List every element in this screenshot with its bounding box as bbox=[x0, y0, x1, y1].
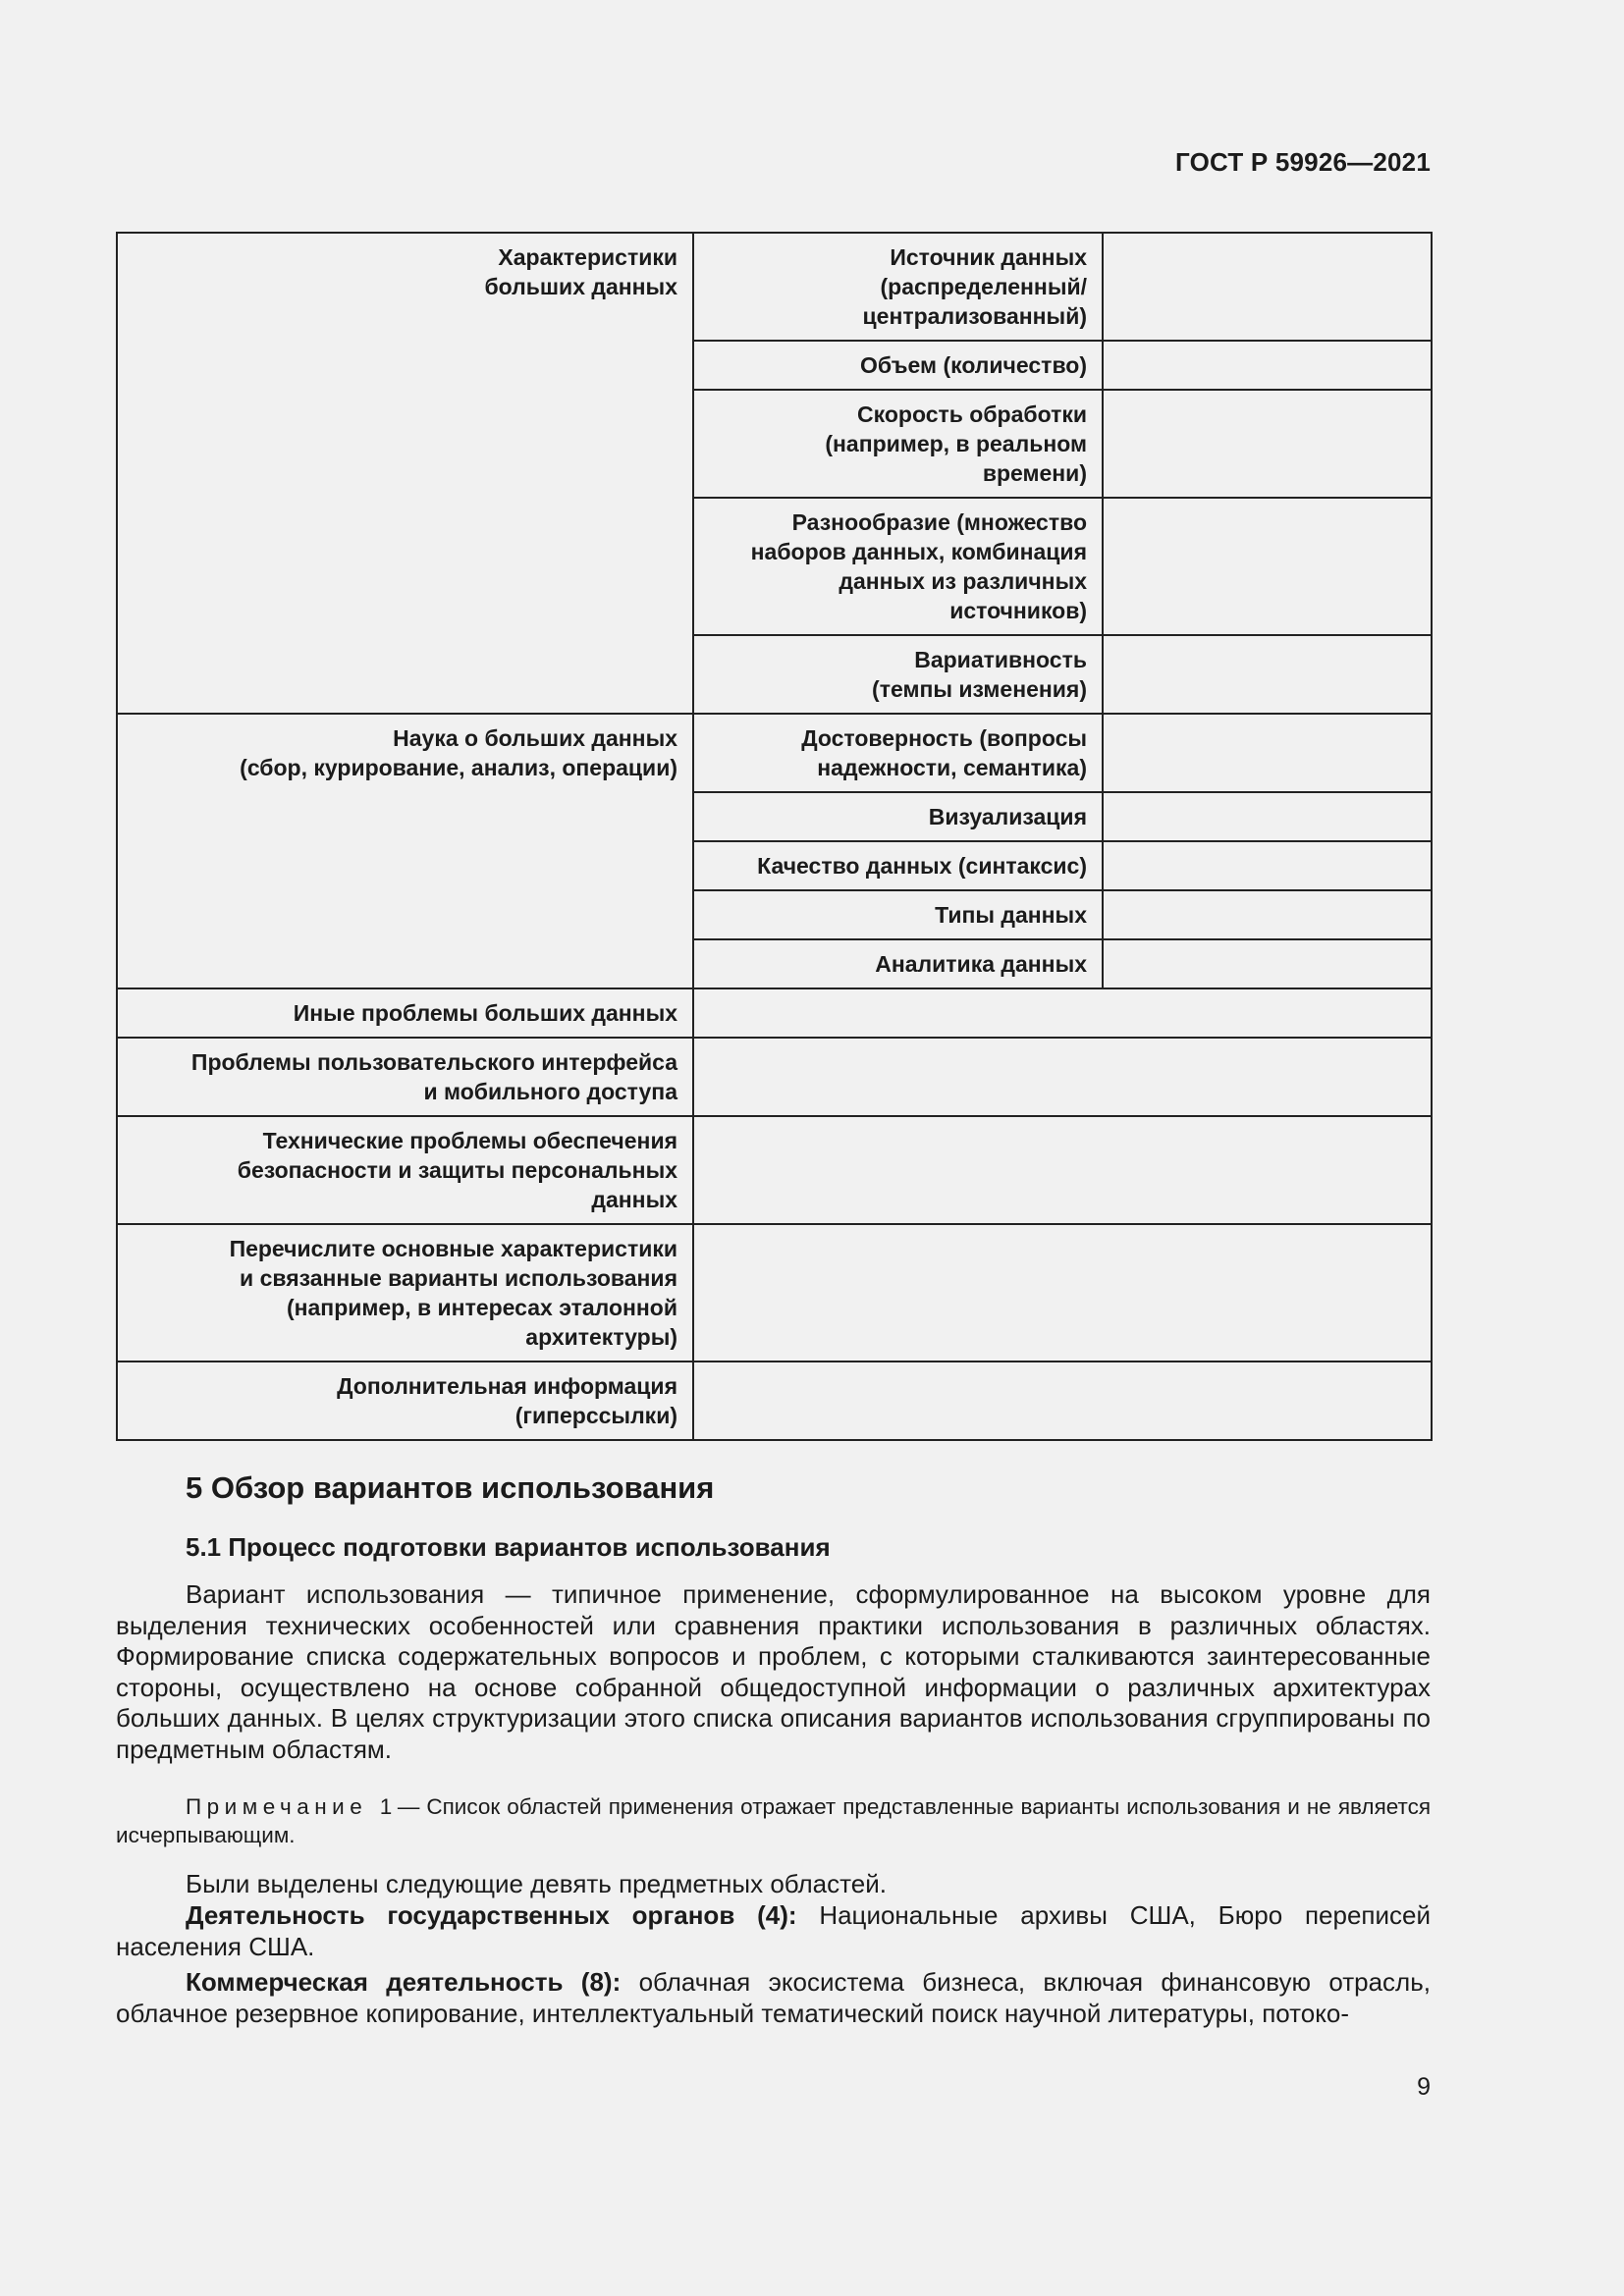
section-title: 5 Обзор вариантов использования bbox=[186, 1470, 715, 1505]
use-case-template-table bbox=[116, 232, 1433, 1441]
document-code-header: ГОСТ Р 59926—2021 bbox=[1175, 147, 1431, 177]
government-text: Национальные архивы США, Бюро переписей населения США. bbox=[116, 1900, 1431, 1961]
group-label-big-data-characteristics: Характеристики больших данных bbox=[117, 233, 693, 714]
note bbox=[116, 1792, 1431, 1849]
value-cell[interactable] bbox=[693, 1116, 1432, 1224]
row-label-data-quality: Качество данных (синтаксис) bbox=[693, 841, 1103, 890]
row-label-data-analytics: Аналитика данных bbox=[693, 939, 1103, 988]
commercial-text: облачная экосистема бизнеса, включая финансовую отрасль, облачное резервное копирование, интеллектуальный тематический поиск научной литературы, потоко- bbox=[116, 1967, 1431, 2028]
row-label-data-source: Источник данных (распределенный/ централизованный) bbox=[693, 233, 1103, 341]
row-label-variability: Вариативность (темпы изменения) bbox=[693, 635, 1103, 714]
row-label-other-issues: Иные проблемы больших данных bbox=[117, 988, 693, 1038]
commercial-label: Коммерческая деятельность (8): bbox=[186, 1967, 622, 1997]
value-cell[interactable] bbox=[1103, 939, 1432, 988]
value-cell[interactable] bbox=[1103, 841, 1432, 890]
row-label-data-types: Типы данных bbox=[693, 890, 1103, 939]
value-cell[interactable] bbox=[693, 1038, 1432, 1116]
group-label-big-data-science: Наука о больших данных (сбор, курирование, анализ, операции) bbox=[117, 714, 693, 988]
row-label-volume: Объем (количество) bbox=[693, 341, 1103, 390]
value-cell[interactable] bbox=[1103, 390, 1432, 498]
government-label: Деятельность государственных органов (4): bbox=[186, 1900, 797, 1930]
paragraph-government bbox=[116, 1900, 1431, 1962]
value-cell[interactable] bbox=[1103, 498, 1432, 635]
row-label-velocity: Скорость обработки (например, в реальном времени) bbox=[693, 390, 1103, 498]
note-text: — Список областей применения отражает представленные варианты использования и не является исчерпывающим. bbox=[116, 1794, 1432, 1847]
value-cell[interactable] bbox=[1103, 341, 1432, 390]
value-cell[interactable] bbox=[693, 1224, 1432, 1362]
value-cell[interactable] bbox=[693, 1362, 1432, 1440]
row-label-additional-info: Дополнительная информация (гиперссылки) bbox=[117, 1362, 693, 1440]
value-cell[interactable] bbox=[1103, 792, 1432, 841]
row-label-variety: Разнообразие (множество наборов данных, комбинация данных из различных источников) bbox=[693, 498, 1103, 635]
note-label: Примечание 1 bbox=[186, 1794, 398, 1819]
row-label-veracity: Достоверность (вопросы надежности, семантика) bbox=[693, 714, 1103, 792]
row-label-ui-mobile: Проблемы пользовательского интерфейса и мобильного доступа bbox=[117, 1038, 693, 1116]
row-label-security-privacy: Технические проблемы обеспечения безопасности и защиты персональных данных bbox=[117, 1116, 693, 1224]
paragraph-domains-intro: Были выделены следующие девять предметных областей. bbox=[186, 1869, 887, 1898]
subsection-title: 5.1 Процесс подготовки вариантов использования bbox=[186, 1532, 831, 1562]
row-label-visualization: Визуализация bbox=[693, 792, 1103, 841]
value-cell[interactable] bbox=[1103, 890, 1432, 939]
page-number: 9 bbox=[1417, 2073, 1431, 2101]
value-cell[interactable] bbox=[1103, 714, 1432, 792]
value-cell[interactable] bbox=[693, 988, 1432, 1038]
value-cell[interactable] bbox=[1103, 635, 1432, 714]
paragraph-commercial bbox=[116, 1967, 1431, 2029]
value-cell[interactable] bbox=[1103, 233, 1432, 341]
row-label-key-features: Перечислите основные характеристики и связанные варианты использования (например, в интересах эталонной архитектуры) bbox=[117, 1224, 693, 1362]
paragraph-use-case-definition: Вариант использования — типичное применение, сформулированное на высоком уровне для выделения технических особенностей или сравнения практики использования в различных областях. Формирование списка содержательных вопросов и проблем, с которыми сталкиваются заинтересованные стороны, осуществлено на основе собранной общедоступной информации о различных архитектурах больших данных. В целях структуризации этого списка описания вариантов использования сгруппированы по предметным областям. bbox=[116, 1579, 1431, 1764]
